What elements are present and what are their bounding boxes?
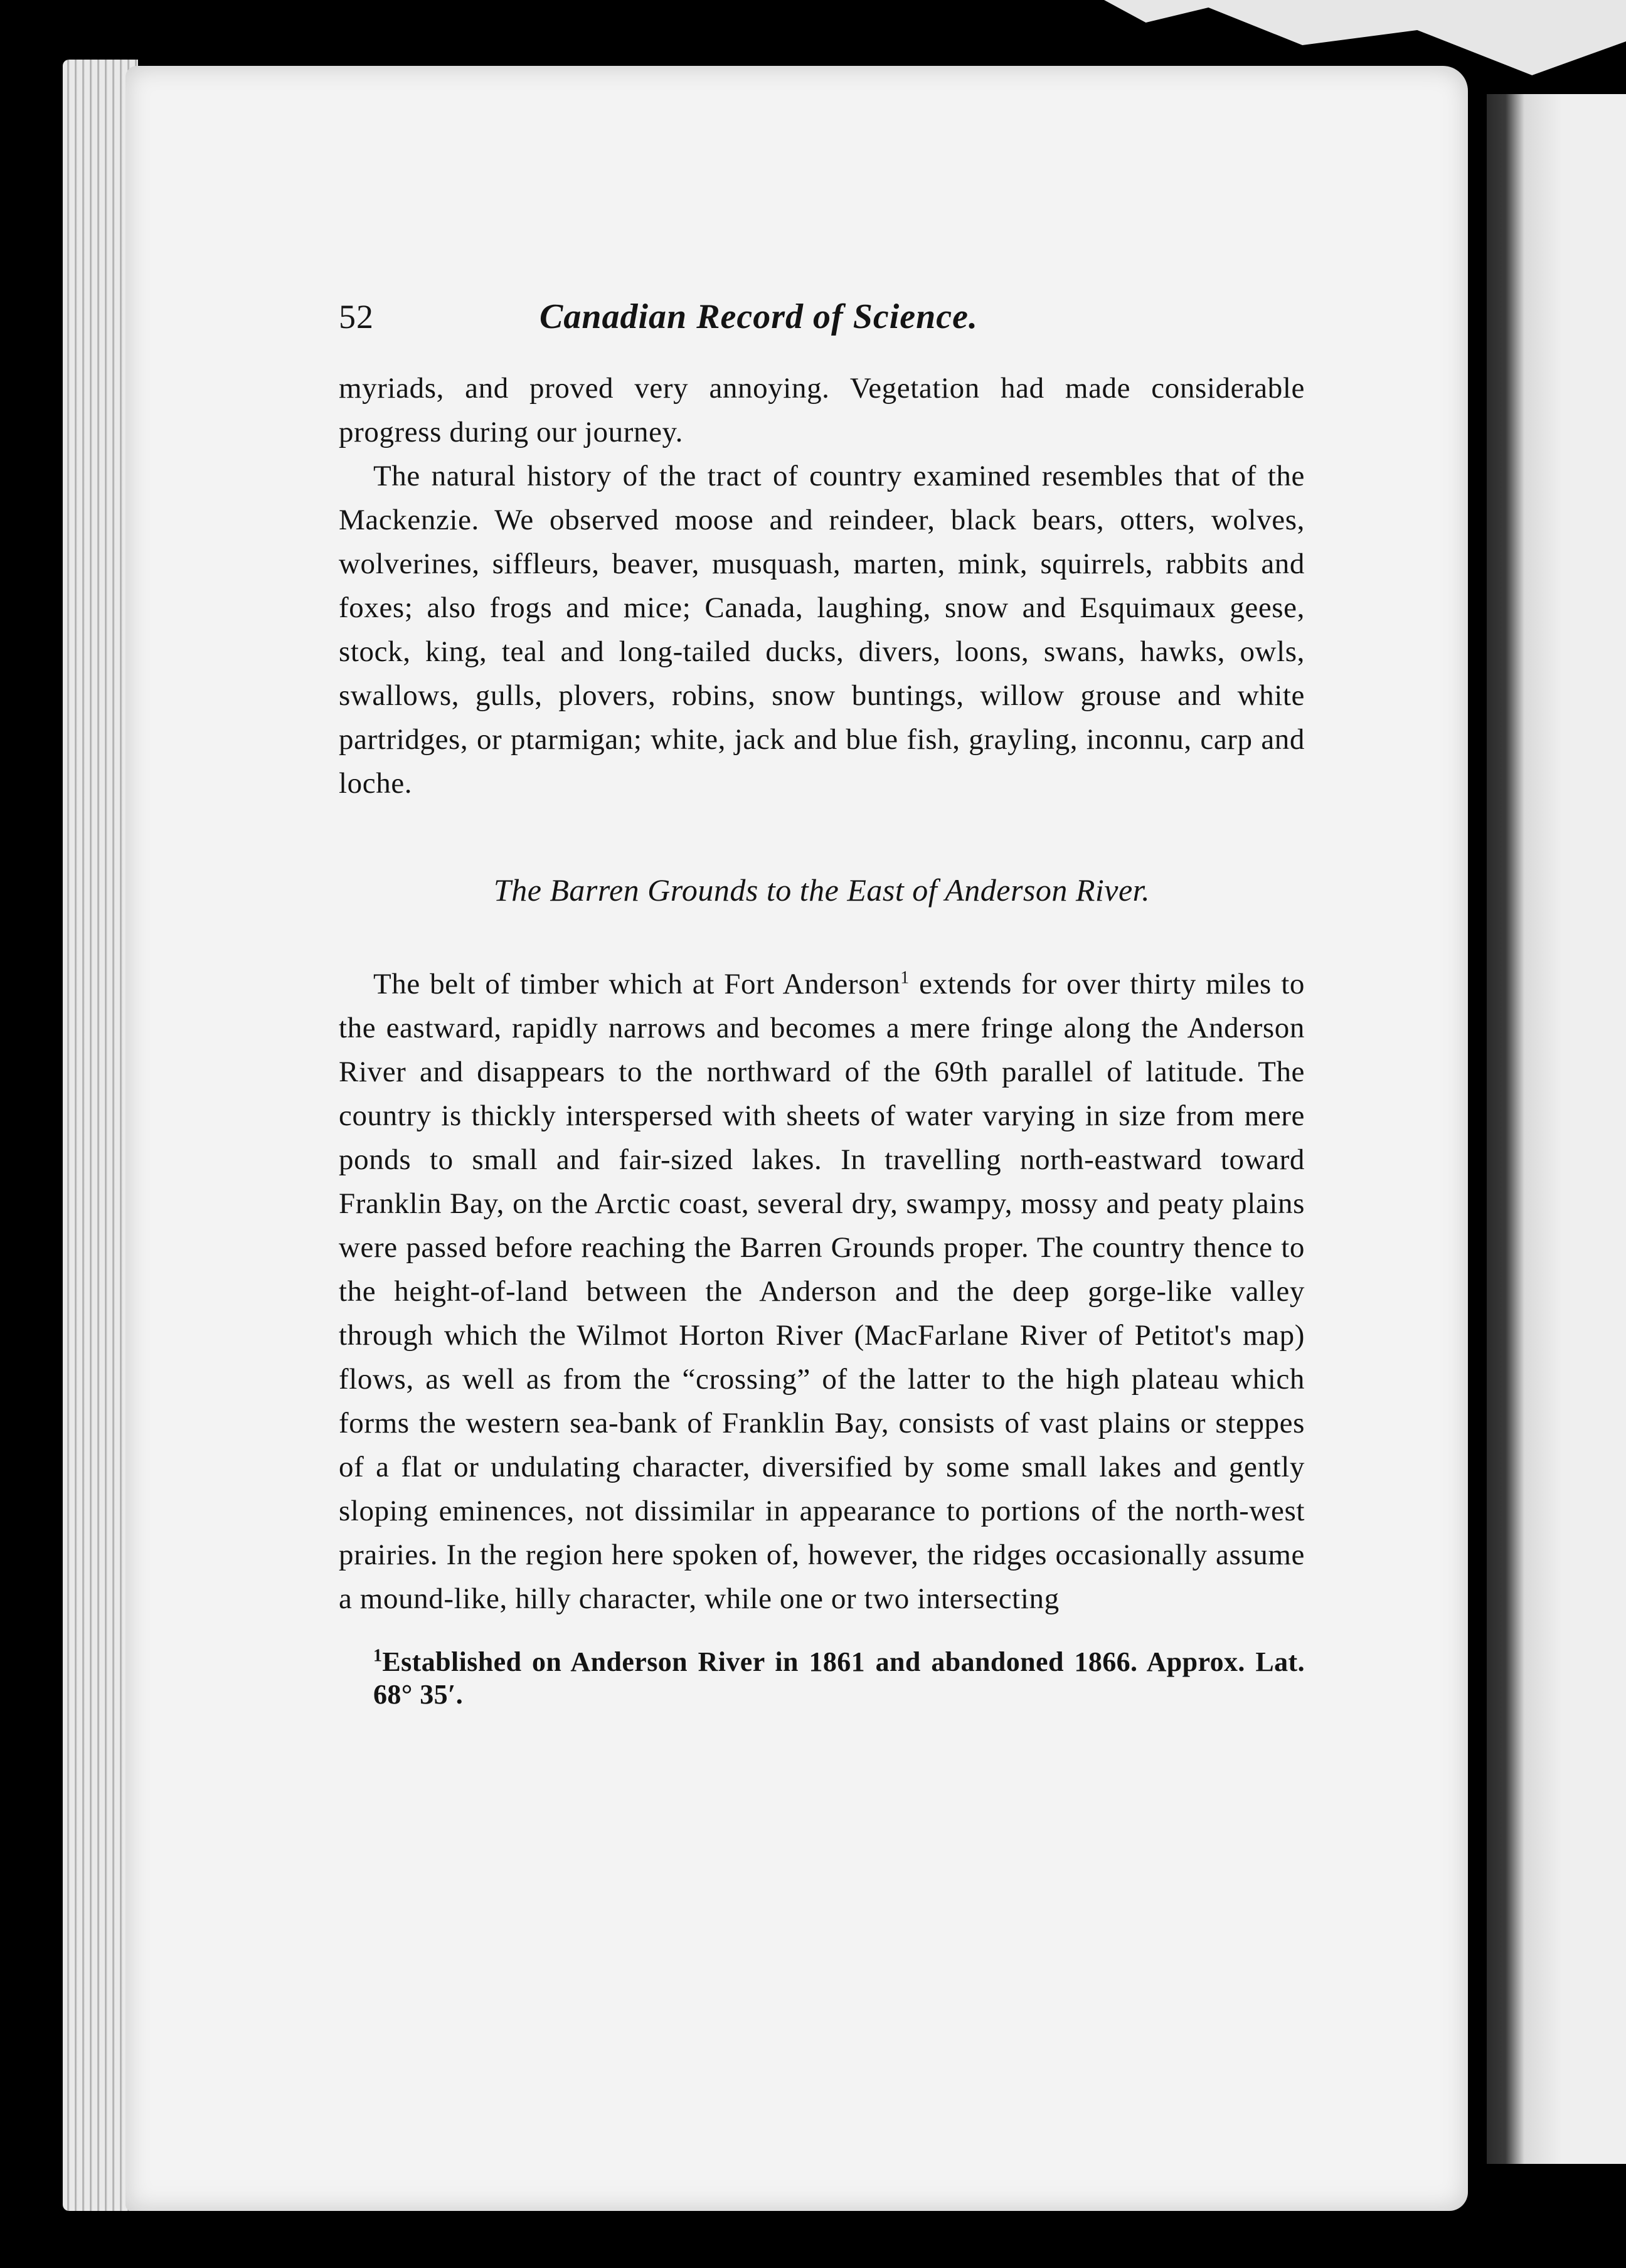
paragraph-barren-grounds-rest: extends for over thirty miles to the eastward, rapidly narrows and becomes a mere fringe along the Anderson River and disappears to the northward of the 69th parallel of latitude. The country is thickly interspersed with sheets of water varying in size from mere ponds to small and fair-sized lakes. In travelling north-eastward toward Franklin Bay, on the Arctic coast, several dry, swampy, mossy and peaty plains were passed before reaching the Barren Grounds proper. The country thence to the height-of-land between the Anderson and the deep gorge-like valley through which the Wilmot Horton River (MacFarlane River of Petitot's map) flows, as well as from the “crossing” of the latter to the high plateau which forms the western sea-bank of Franklin Bay, consists of vast plains or steppes of a flat or undulating character, diversified by some small lakes and gently sloping eminences, not dissimilar in appearance to portions of the north-west prairies. In the region here spoken of, however, the ridges occasionally assume a mound-like, hilly character, while one or two intersecting xyxy=(339,968,1305,1615)
torn-page-fragment xyxy=(1104,0,1626,75)
page-number: 52 xyxy=(339,298,374,336)
section-heading: The Barren Grounds to the East of Anderson River. xyxy=(493,872,1150,908)
paragraph-natural-history: The natural history of the tract of country examined resembles that of the Mackenzie. We observed moose and reindeer, black bears, otters, wolves, wolverines, siffleurs, beaver, musquash, marten, mink, squirrels, rabbits and foxes; also frogs and mice; Canada, laughing, snow and Esquimaux geese, stock, king, teal and long-tailed ducks, divers, loons, swans, hawks, owls, swallows, gulls, plovers, robins, snow buntings, willow grouse and white partridges, or ptarmigan; white, jack and blue fish, grayling, inconnu, carp and loche. xyxy=(339,460,1305,800)
paragraph-barren-grounds-start: The belt of timber which at Fort Anderson xyxy=(373,968,901,1000)
footnote-mark: 1 xyxy=(373,1646,383,1666)
journal-title: Canadian Record of Science. xyxy=(539,297,978,336)
page-content xyxy=(339,295,1305,1711)
paragraph-barren-grounds xyxy=(339,962,1305,1621)
running-head xyxy=(339,295,1305,358)
footnote-text: Established on Anderson River in 1861 and abandoned 1866. Approx. Lat. 68° 35′. xyxy=(373,1646,1305,1710)
facing-page-edge xyxy=(1487,94,1626,2164)
footnote-reference: 1 xyxy=(900,968,910,988)
footnote xyxy=(339,1646,1305,1711)
paragraph-continuation: myriads, and proved very annoying. Vegetation had made considerable progress during our journey. xyxy=(339,372,1305,448)
